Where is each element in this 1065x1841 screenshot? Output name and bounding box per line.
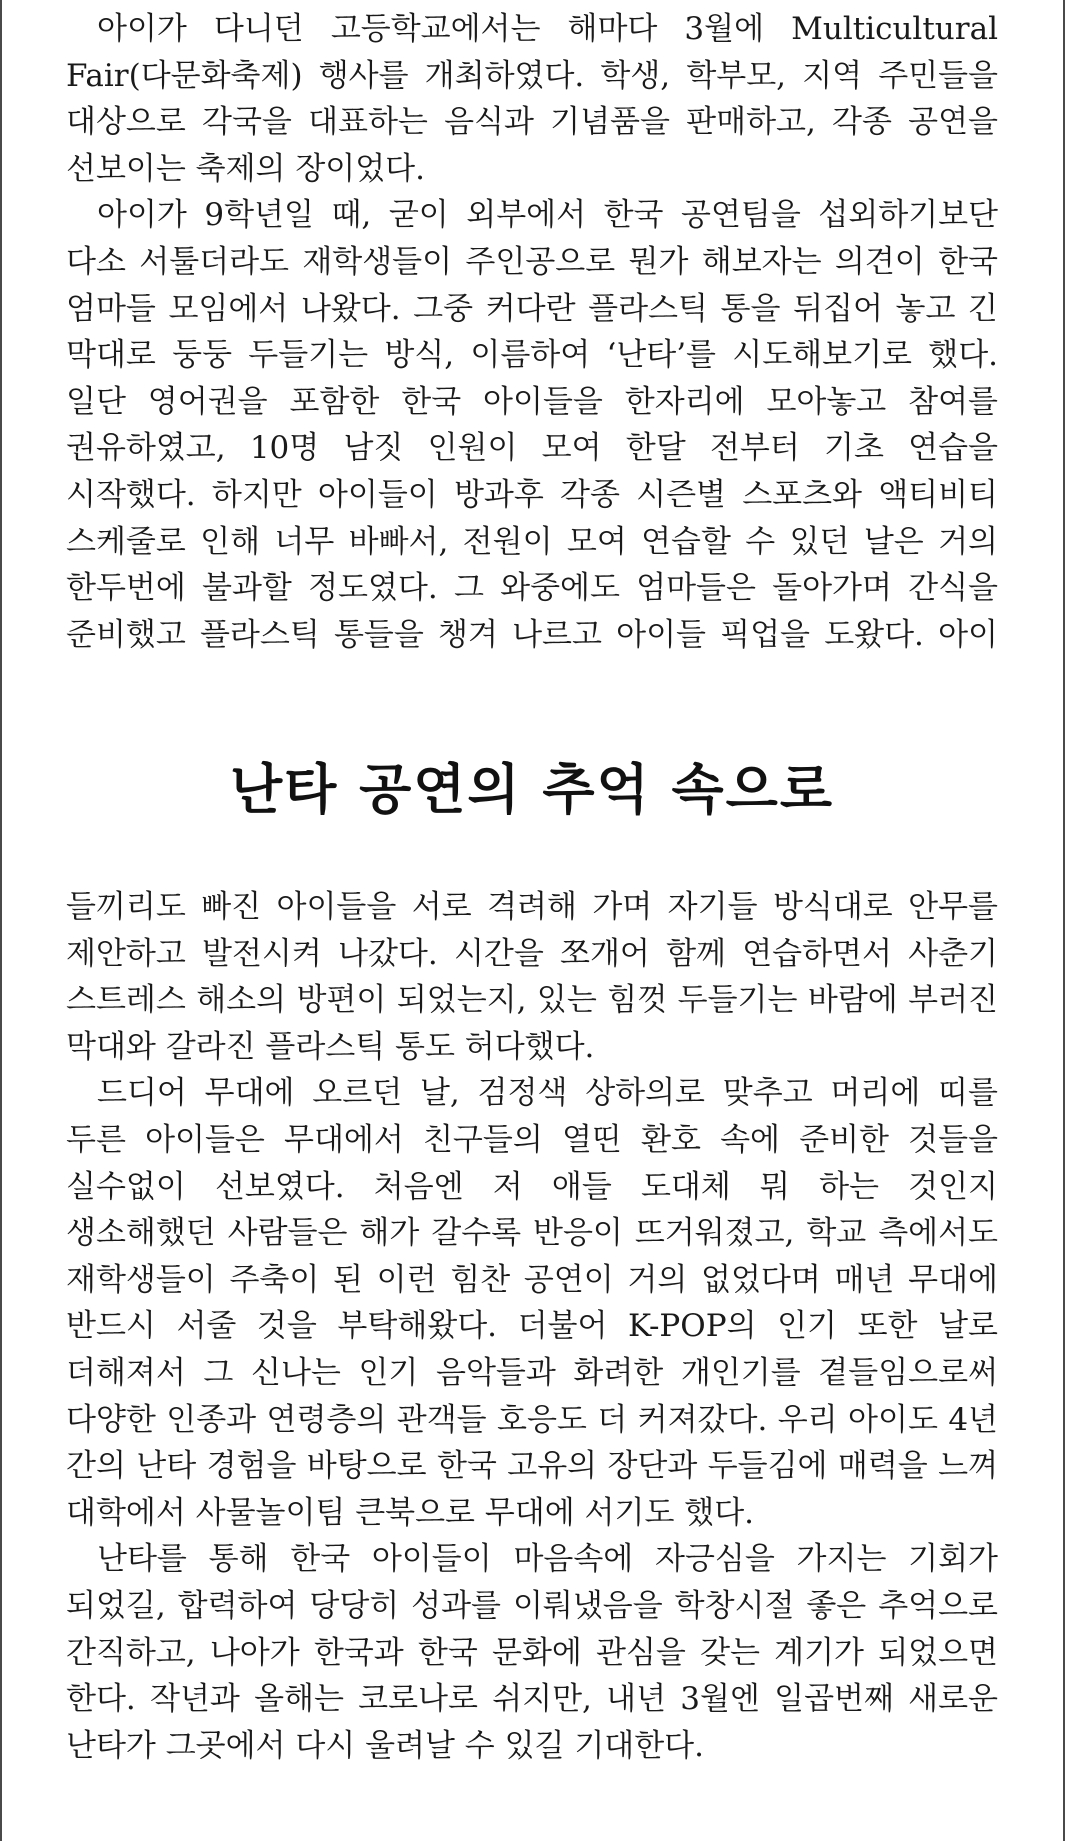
article-headline: 난타 공연의 추억 속으로 xyxy=(229,758,835,821)
paragraph-nanta-beginning: 아이가 9학년일 때, 굳이 외부에서 한국 공연팀을 섭외하기보단 다소 서툴더라도 재학생들이 주인공으로 뭔가 해보자는 의견이 한국 엄마들 모임에서 나왔다. 그중 커다란 플라스틱 통을 뒤집어 놓고 긴 막대로 둥둥 두들기는 방식, 이름하여 ‘난타’를 시도해보기로 했다. 일단 영어권을 포함한 한국 아이들을 한자리에 모아놓고 참여를 권유하였고, 10명 남짓 인원이 모여 한달 전부터 기초 연습을 시작했다. 하지만 아이들이 방과후 각종 시즌별 스포츠와 액티비티 스케줄로 인해 너무 바빠서, 전원이 모여 연습할 수 있던 날은 거의 한두번에 불과할 정도였다. 그 와중에도 엄마들은 돌아가며 간식을 준비했고 플라스틱 통들을 챙겨 나르고 아이들 픽업을 도왔다. 아이 xyxy=(66,197,998,653)
article-body-top xyxy=(66,6,998,658)
paragraph-practice-continued: 들끼리도 빠진 아이들을 서로 격려해 가며 자기들 방식대로 안무를 제안하고 발전시켜 나갔다. 시간을 쪼개어 함께 연습하면서 사춘기 스트레스 해소의 방편이 되었는지, 있는 힘껏 두들기는 바람에 부러진 막대와 갈라진 플라스틱 통도 허다했다. xyxy=(66,889,998,1065)
paragraph-performance-day: 드디어 무대에 오르던 날, 검정색 상하의로 맞추고 머리에 띠를 두른 아이들은 무대에서 친구들의 열띤 환호 속에 준비한 것들을 실수없이 선보였다. 처음엔 저 애들 도대체 뭐 하는 것인지 생소해했던 사람들은 해가 갈수록 반응이 뜨거워졌고, 학교 측에서도 재학생들이 주축이 된 이런 힘찬 공연이 거의 없었다며 매년 무대에 반드시 서줄 것을 부탁해왔다. 더불어 K-POP의 인기 또한 날로 더해져서 그 신나는 인기 음악들과 화려한 개인기를 곁들임으로써 다양한 인종과 연령층의 관객들 호응도 더 커져갔다. 우리 아이도 4년 간의 난타 경험을 바탕으로 한국 고유의 장단과 두들김에 매력을 느껴 대학에서 사물놀이팀 큰북으로 무대에 서기도 했다. xyxy=(66,1075,998,1531)
paragraph-festival-intro: 아이가 다니던 고등학교에서는 해마다 3월에 Multicultural Fair(다문화축제) 행사를 개최하였다. 학생, 학부모, 지역 주민들을 대상으로 각국을 대표하는 음식과 기념품을 판매하고, 각종 공연을 선보이는 축제의 장이었다. xyxy=(66,11,998,187)
paragraph-closing-hope: 난타를 통해 한국 아이들이 마음속에 자긍심을 가지는 기회가 되었길, 합력하여 당당히 성과를 이뤄냈음을 학창시절 좋은 추억으로 간직하고, 나아가 한국과 한국 문화에 관심을 갖는 계기가 되었으면 한다. 작년과 올해는 코로나로 쉬지만, 내년 3월엔 일곱번째 새로운 난타가 그곳에서 다시 울려날 수 있길 기대한다. xyxy=(66,1541,998,1764)
article-body-bottom xyxy=(66,884,998,1769)
left-border-rule xyxy=(0,0,2,1841)
